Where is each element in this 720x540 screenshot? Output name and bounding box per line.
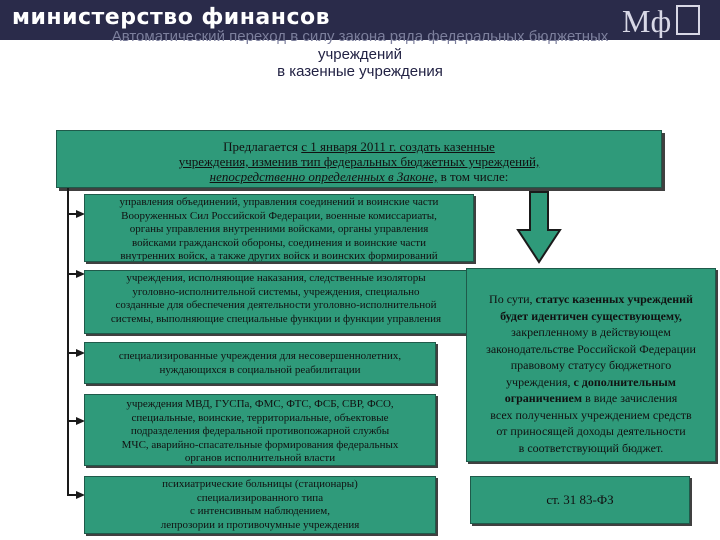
connector-vertical	[67, 188, 69, 496]
ministry-name: министерство финансов	[12, 5, 331, 30]
category-box-agencies: учреждения МВД, ГУСПа, ФМС, ФТС, ФСБ, СВР, ФСО, специальные, воинские, территориальные, объектовые подразделения федеральной противопожарной службы МЧС, аварийно-спасательные формирования федеральных органов исполнительной власти	[84, 394, 436, 466]
category-box-penal: учреждения, исполняющие наказания, следственные изоляторы уголовно-исполнительной системы, учреждения, специально созданные для обеспечения деятельности уголовно-исполнительной системы, выполняющие специальные функции и функции управления	[84, 270, 468, 334]
category-box-military: управления объединений, управления соединений и воинские части Вооруженных Сил Российской Федерации, военные комиссариаты, органы управления внутренними войсками, органы управления войсками гражданской обороны, соединения и воинские части внутренних войск, а также других войск и воинских формирований	[84, 194, 474, 262]
main-box-line-3: непосредственно определенных в Законе, в том числе:	[209, 169, 509, 184]
category-box-juvenile: специализированные учреждения для несовершеннолетних, нуждающихся в социальной реабилитации	[84, 342, 436, 384]
category-box-hospitals: психиатрические больницы (стационары) специализированного типа с интенсивным наблюдением, лепрозории и противочумные учреждения	[84, 476, 436, 534]
slide-title-line-2: учреждений	[317, 46, 402, 63]
logo-text: Мф	[622, 3, 672, 38]
down-arrow-icon	[516, 190, 562, 264]
slide-title-line-1: Автоматический переход в силу закона ряда федеральных бюджетных	[111, 28, 609, 45]
main-proposal-box	[56, 130, 662, 188]
law-reference-box: ст. 31 83-ФЗ	[470, 476, 690, 524]
main-box-line-2: учреждения, изменив тип федеральных бюджетных учреждений,	[178, 154, 540, 169]
slide-title-line-3: в казенные учреждения	[277, 63, 443, 80]
status-explanation-box: По сути, статус казенных учреждений будет идентичен существующему, закрепленному в действующем законодательстве Российской Федерации правовому статусу бюджетного учреждения, с дополнительным ограничением в виде зачисления всех полученных учреждением средств от приносящей доходы деятельности в соответствующий бюджет.	[466, 268, 716, 462]
main-box-line-1: Предлагается с 1 января 2011 г. создать казенные	[223, 139, 495, 154]
